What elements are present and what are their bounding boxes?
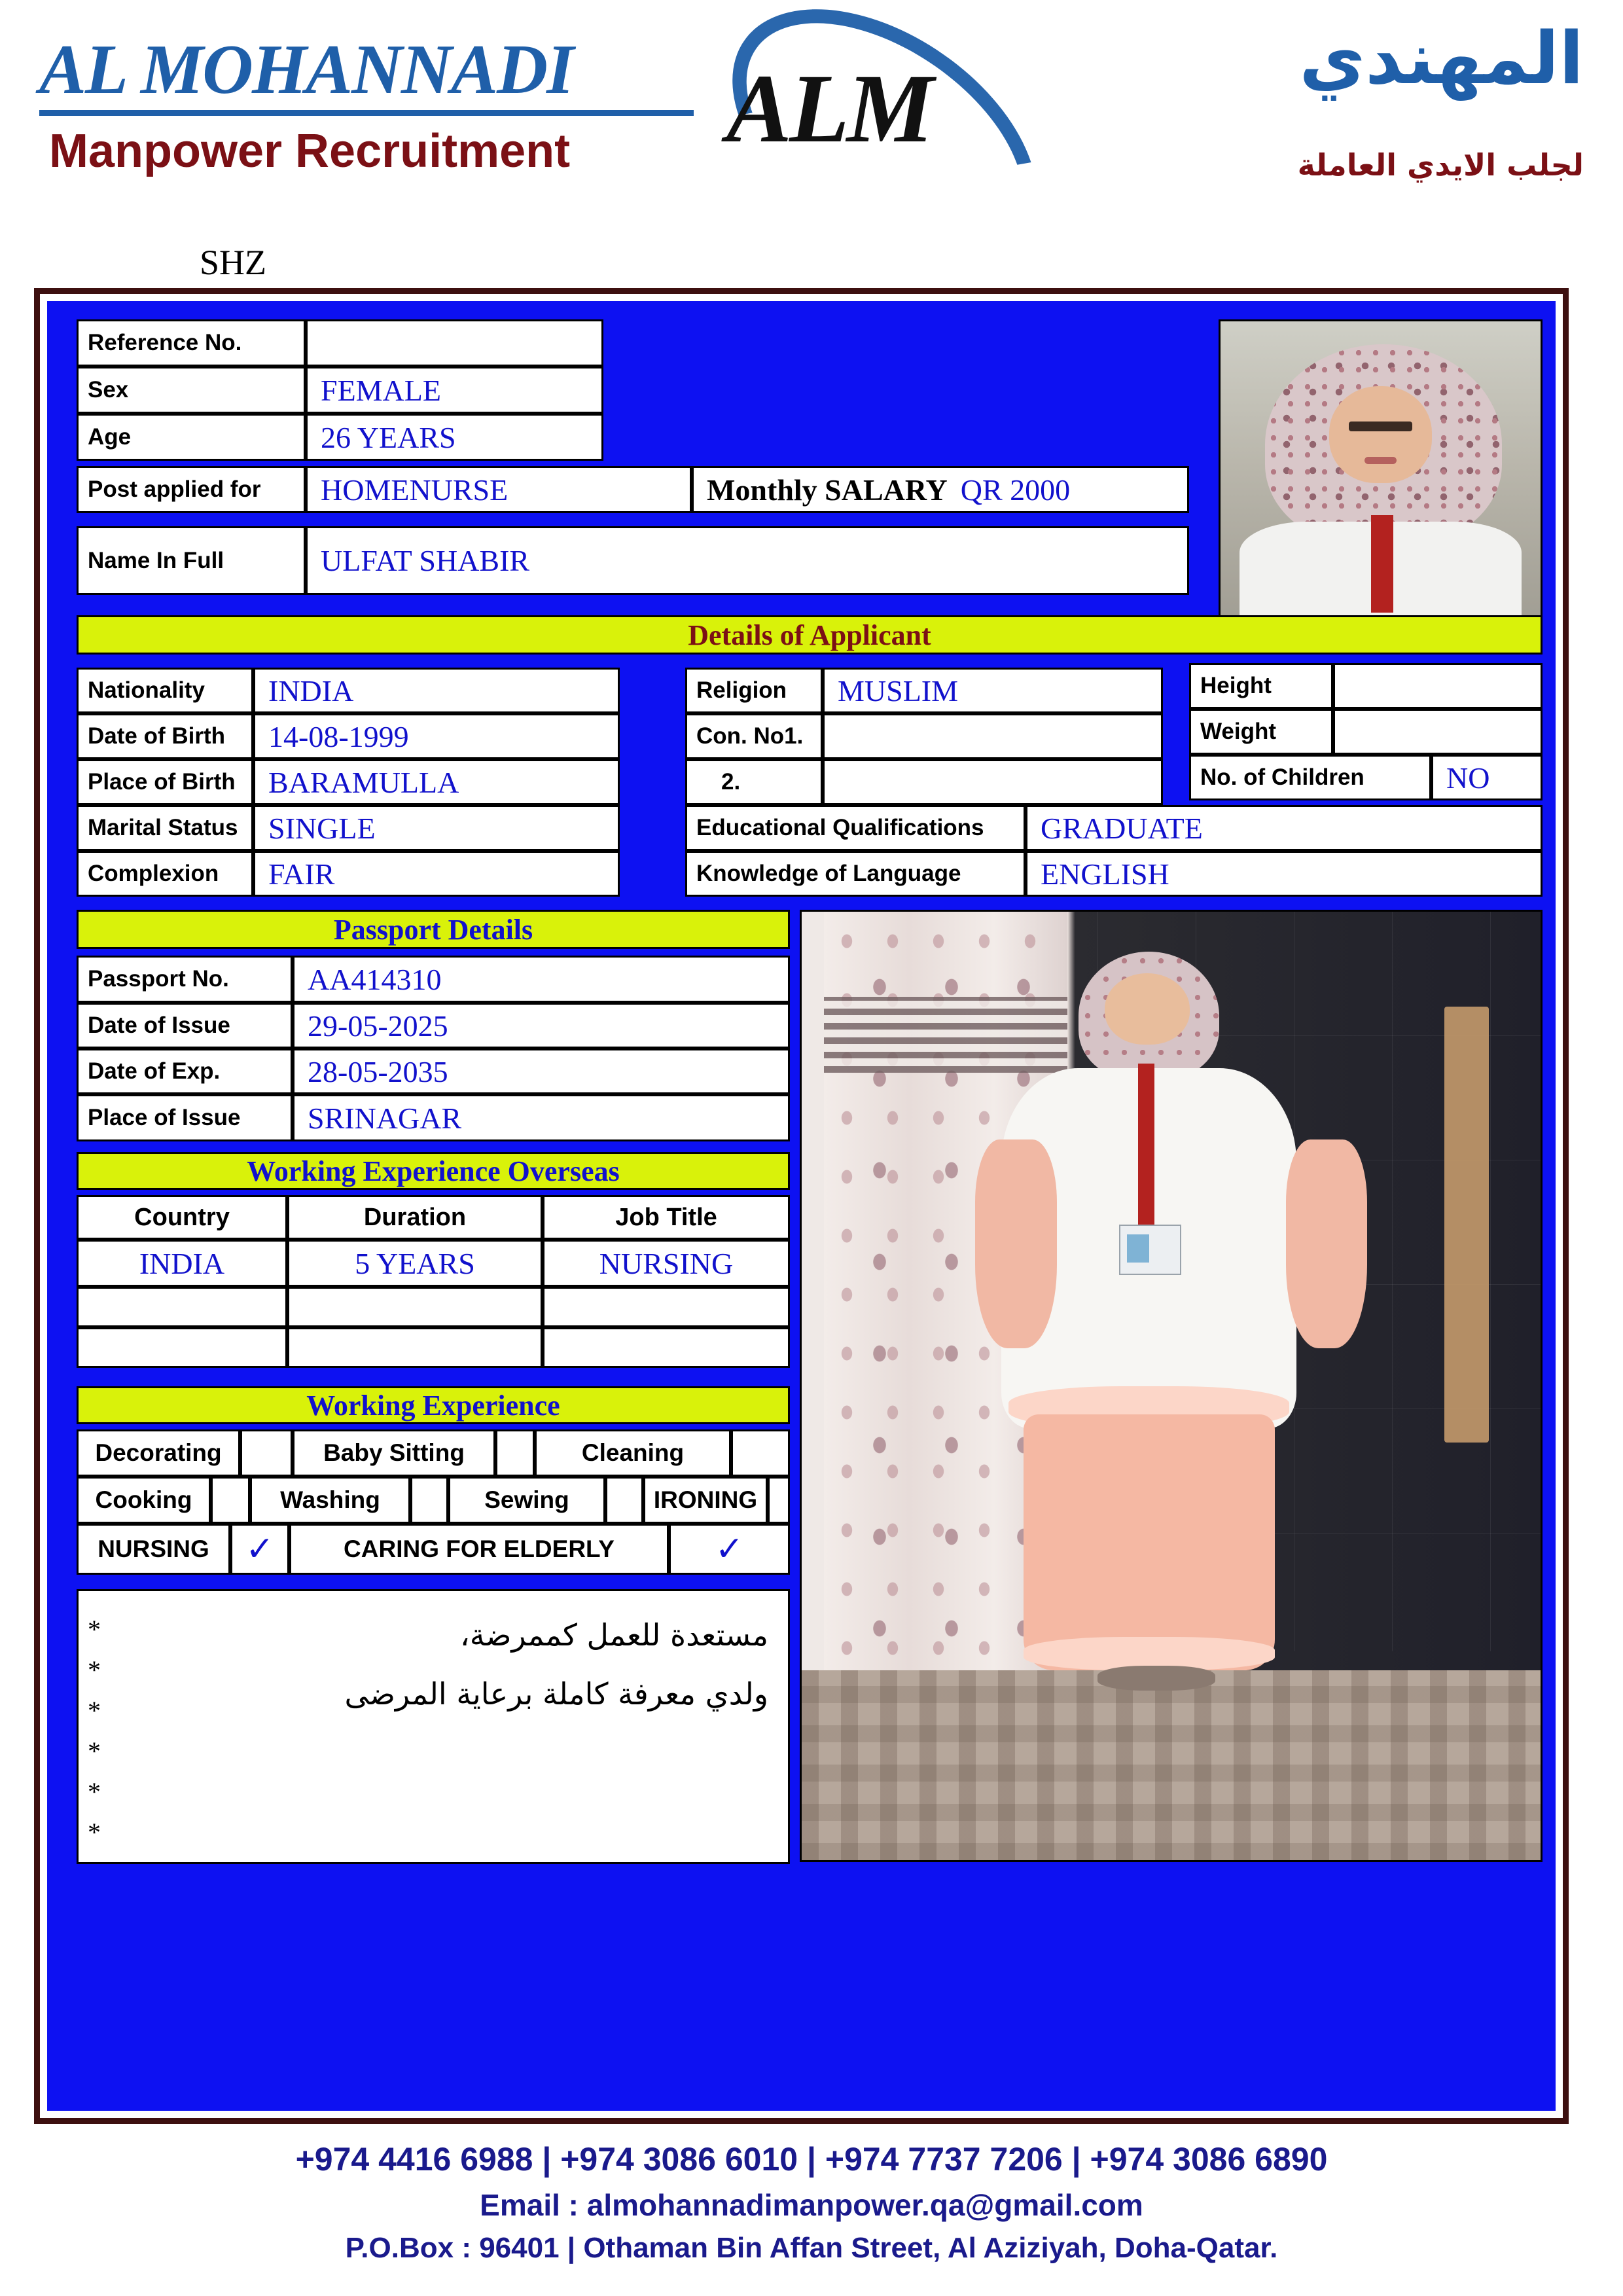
skill-baby-sitting-label: Baby Sitting: [323, 1439, 465, 1466]
applicant-headshot-photo: [1219, 319, 1543, 647]
photo-curtain-stripes: [824, 997, 1068, 1073]
skill-cleaning-label: Cleaning: [581, 1439, 685, 1466]
field-passport-place-label: [77, 1094, 293, 1141]
bullet-2: *: [88, 1655, 101, 1685]
field-complexion-value[interactable]: [253, 851, 620, 897]
reference-no-label: Reference No.: [88, 330, 242, 355]
field-passport-issue-value[interactable]: [293, 1003, 790, 1049]
passport-exp-value: 28-05-2035: [308, 1054, 448, 1088]
section-working-experience: [77, 1386, 790, 1424]
field-post-value[interactable]: [306, 466, 692, 513]
skill-caring-elderly[interactable]: [289, 1524, 669, 1575]
field-complexion-label: [77, 851, 253, 897]
section-overseas-label: Working Experience Overseas: [247, 1155, 620, 1187]
nationality-value: INDIA: [268, 673, 354, 708]
field-sex-label: [77, 367, 306, 414]
name-in-full-value: ULFAT SHABIR: [321, 544, 530, 577]
field-education-label: [685, 805, 1026, 851]
skill-sewing[interactable]: [448, 1477, 605, 1524]
religion-label: Religion: [696, 677, 787, 703]
field-religion-value[interactable]: [823, 668, 1163, 713]
pob-value: BARAMULLA: [268, 765, 459, 799]
field-contact2-label: [685, 759, 823, 805]
skill-nursing-label: NURSING: [98, 1535, 209, 1562]
skill-ironing-label: IRONING: [653, 1486, 758, 1513]
sex-value: FEMALE: [321, 373, 441, 407]
field-contact1-label: [685, 713, 823, 759]
field-height-label: [1189, 663, 1333, 709]
field-reference-no-label: [77, 319, 306, 367]
skill-cooking-label: Cooking: [95, 1486, 192, 1513]
section-passport-details: [77, 910, 790, 949]
height-label: Height: [1200, 673, 1272, 698]
company-tagline-en: Manpower Recruitment: [49, 125, 571, 177]
section-overseas-experience: [77, 1152, 790, 1190]
section-details-of-applicant: [77, 615, 1543, 655]
field-passport-issue-label: [77, 1003, 293, 1049]
weight-label: Weight: [1200, 719, 1277, 744]
check-icon: ✓: [245, 1530, 274, 1569]
company-tagline-arabic: لجلب الايدي العاملة: [1297, 147, 1584, 183]
field-name-label: [77, 526, 306, 595]
skill-nursing-check[interactable]: [230, 1524, 289, 1575]
name-in-full-label: Name In Full: [88, 547, 224, 573]
field-contact2-value[interactable]: [823, 759, 1163, 805]
bullet-6: *: [88, 1818, 101, 1847]
field-marital-label: [77, 805, 253, 851]
photo-id-badge-photo: [1127, 1234, 1149, 1263]
overseas-header-country-label: Country: [134, 1203, 230, 1231]
field-age-value[interactable]: [306, 414, 603, 461]
skill-sewing-label: Sewing: [484, 1486, 569, 1513]
overseas-r1-jobtitle: NURSING: [599, 1246, 734, 1280]
overseas-header-country: [77, 1195, 287, 1240]
field-post-label: [77, 466, 306, 513]
overseas-header-duration: [287, 1195, 543, 1240]
field-reference-no-value[interactable]: [306, 319, 603, 367]
section-details-label: Details of Applicant: [688, 619, 931, 651]
dob-label: Date of Birth: [88, 723, 225, 749]
field-weight-label: [1189, 709, 1333, 755]
logo-divider-bar: [39, 110, 694, 116]
sex-label: Sex: [88, 377, 129, 403]
language-value: ENGLISH: [1041, 857, 1169, 891]
footer-email: Email : almohannadimanpower.qa@gmail.com: [480, 2188, 1143, 2222]
overseas-r1-duration: 5 YEARS: [355, 1246, 475, 1280]
field-children-value[interactable]: [1431, 755, 1543, 800]
field-language-label: [685, 851, 1026, 897]
skill-caring-elderly-check[interactable]: [669, 1524, 790, 1575]
headshot-eyebrows: [1349, 422, 1413, 431]
dob-value: 14-08-1999: [268, 719, 409, 753]
field-nationality-label: [77, 668, 253, 713]
field-passport-place-value[interactable]: [293, 1094, 790, 1141]
field-contact1-value[interactable]: [823, 713, 1163, 759]
age-label: Age: [88, 424, 132, 450]
bullet-1: *: [88, 1615, 101, 1644]
field-pob-label: [77, 759, 253, 805]
skill-washing[interactable]: [250, 1477, 410, 1524]
children-label: No. of Children: [1200, 764, 1364, 790]
footer-address: P.O.Box : 96401 | Othaman Bin Affan Street, Al Aziziyah, Doha-Qatar.: [345, 2232, 1278, 2264]
field-name-value[interactable]: [306, 526, 1189, 595]
overseas-header-jobtitle: [543, 1195, 790, 1240]
passport-exp-label: Date of Exp.: [88, 1058, 221, 1084]
field-education-value[interactable]: [1026, 805, 1543, 851]
photo-sleeve-right: [1286, 1139, 1367, 1348]
marital-status-value: SINGLE: [268, 811, 376, 845]
table-row[interactable]: [77, 1287, 287, 1327]
language-label: Knowledge of Language: [696, 861, 961, 886]
contact-no1-label: Con. No1.: [696, 723, 804, 749]
field-passport-no-value[interactable]: [293, 956, 790, 1003]
passport-place-value: SRINAGAR: [308, 1101, 462, 1135]
page-header: [0, 0, 1623, 226]
table-row[interactable]: [287, 1327, 543, 1368]
overseas-header-duration-label: Duration: [363, 1203, 467, 1231]
page-footer: [0, 2140, 1623, 2265]
field-nationality-value[interactable]: [253, 668, 620, 713]
headshot-lanyard: [1371, 515, 1393, 612]
overseas-header-jobtitle-label: Job Title: [615, 1203, 717, 1231]
marital-status-label: Marital Status: [88, 815, 238, 840]
education-value: GRADUATE: [1041, 811, 1203, 845]
field-age-label: [77, 414, 306, 461]
post-applied-value: HOMENURSE: [321, 473, 508, 507]
table-row[interactable]: [543, 1240, 790, 1287]
skill-caring-elderly-label: CARING FOR ELDERLY: [344, 1535, 615, 1562]
skill-sewing-check[interactable]: [605, 1477, 643, 1524]
section-passport-label: Passport Details: [333, 913, 533, 946]
education-label: Educational Qualifications: [696, 815, 984, 840]
complexion-value: FAIR: [268, 857, 335, 891]
table-row[interactable]: [287, 1287, 543, 1327]
skill-ironing[interactable]: [643, 1477, 768, 1524]
table-row[interactable]: [543, 1327, 790, 1368]
field-dob-value[interactable]: [253, 713, 620, 759]
field-passport-exp-label: [77, 1049, 293, 1094]
remarks-bullets: [88, 1609, 101, 1853]
field-language-value[interactable]: [1026, 851, 1543, 897]
field-height-value[interactable]: [1333, 663, 1543, 709]
headshot-mouth: [1364, 457, 1397, 464]
contact-no2-label: 2.: [721, 769, 741, 795]
photo-lanyard: [1138, 1064, 1154, 1234]
skill-decorating-check[interactable]: [240, 1429, 293, 1477]
table-row[interactable]: [543, 1287, 790, 1327]
religion-value: MUSLIM: [838, 673, 959, 708]
field-passport-no-label: [77, 956, 293, 1003]
field-religion-label: [685, 668, 823, 713]
photo-trousers: [1024, 1414, 1275, 1670]
footer-phones: +974 4416 6988 | +974 3086 6010 | +974 7737 7206 | +974 3086 6890: [295, 2141, 1328, 2178]
salary-value: QR 2000: [960, 473, 1071, 507]
table-row[interactable]: [77, 1240, 287, 1287]
field-pob-value[interactable]: [253, 759, 620, 805]
skill-cooking-check[interactable]: [211, 1477, 250, 1524]
pob-label: Place of Birth: [88, 769, 236, 795]
agency-code: SHZ: [200, 243, 267, 282]
field-marital-value[interactable]: [253, 805, 620, 851]
sheet-background: [47, 301, 1556, 2111]
remarks-box[interactable]: [77, 1589, 790, 1864]
field-salary[interactable]: [692, 466, 1189, 513]
photo-face: [1105, 973, 1190, 1045]
skill-cleaning[interactable]: [535, 1429, 731, 1477]
field-children-label: [1189, 755, 1431, 800]
headshot-face: [1329, 386, 1431, 483]
field-passport-exp-value[interactable]: [293, 1049, 790, 1094]
field-sex-value[interactable]: [306, 367, 603, 414]
skill-cleaning-check[interactable]: [731, 1429, 790, 1477]
photo-sleeve-left: [975, 1139, 1056, 1348]
company-name-en: AL MOHANNADI: [39, 31, 573, 109]
passport-place-label: Place of Issue: [88, 1105, 241, 1130]
field-dob-label: [77, 713, 253, 759]
complexion-label: Complexion: [88, 861, 219, 886]
section-working-experience-label: Working Experience: [306, 1389, 560, 1422]
skill-decorating[interactable]: [77, 1429, 240, 1477]
skill-washing-label: Washing: [280, 1486, 380, 1513]
skill-cooking[interactable]: [77, 1477, 211, 1524]
bullet-5: *: [88, 1777, 101, 1806]
skill-nursing[interactable]: [77, 1524, 230, 1575]
salary-label: Monthly SALARY: [707, 473, 948, 507]
passport-no-value: AA414310: [308, 962, 442, 996]
skill-baby-sitting-check[interactable]: [495, 1429, 535, 1477]
photo-shoes: [1097, 1666, 1216, 1691]
overseas-r1-country: INDIA: [139, 1246, 225, 1280]
skill-baby-sitting[interactable]: [293, 1429, 495, 1477]
passport-issue-label: Date of Issue: [88, 1013, 230, 1038]
table-row[interactable]: [77, 1327, 287, 1368]
nationality-label: Nationality: [88, 677, 205, 703]
check-icon: ✓: [715, 1530, 744, 1569]
field-weight-value[interactable]: [1333, 709, 1543, 755]
children-value: NO: [1446, 761, 1490, 795]
skill-ironing-check[interactable]: [768, 1477, 790, 1524]
skill-washing-check[interactable]: [410, 1477, 448, 1524]
remarks-arabic-line-2: ولدي معرفة كاملة برعاية المرضى: [344, 1676, 768, 1712]
age-value: 26 YEARS: [321, 420, 456, 454]
photo-door-frame: [1444, 1007, 1489, 1443]
bullet-4: *: [88, 1736, 101, 1766]
passport-no-label: Passport No.: [88, 966, 229, 992]
photo-floor: [802, 1670, 1541, 1860]
skill-decorating-label: Decorating: [95, 1439, 222, 1466]
company-abbrev-logo: ALM: [726, 54, 932, 163]
table-row[interactable]: [287, 1240, 543, 1287]
company-name-arabic: المهندي: [1299, 16, 1584, 100]
applicant-cv-sheet: [34, 288, 1569, 2124]
bullet-3: *: [88, 1696, 101, 1725]
remarks-arabic-line-1: مستعدة للعمل كممرضة،: [459, 1617, 768, 1653]
post-applied-label: Post applied for: [88, 476, 261, 502]
passport-issue-value: 29-05-2025: [308, 1009, 448, 1043]
applicant-full-length-photo: [800, 910, 1543, 1862]
